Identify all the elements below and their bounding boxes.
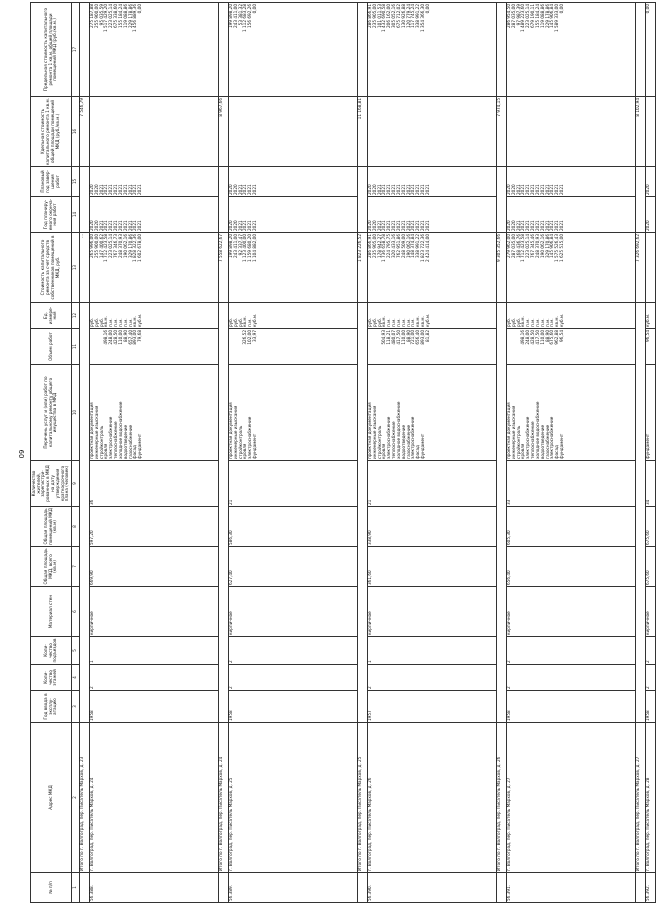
- col-number: 3: [72, 691, 80, 723]
- total-row: [358, 3, 368, 903]
- total-row: [219, 3, 229, 903]
- col-header: Плановый год завер-шения работ: [31, 167, 72, 197]
- col-number: 13: [72, 233, 80, 303]
- col-number: 17: [72, 3, 80, 97]
- limit-item: 0,00: [646, 3, 656, 97]
- floors: 2: [229, 665, 358, 691]
- wall-material: кирпичное: [646, 587, 656, 637]
- wall-material: кирпичное: [90, 587, 219, 637]
- wall-material: кирпичное: [507, 587, 636, 637]
- total-row: [636, 3, 646, 903]
- row-number: 56.392.: [646, 873, 656, 903]
- building-row: [229, 3, 358, 903]
- build-year: 1957: [368, 691, 497, 723]
- volumes-list: 326,52 102,00 33,97: [229, 329, 358, 365]
- col-header: Количество жителей, зарегистри-рованных в МКД на дату утверждения краткосрочного плана (человек): [31, 461, 72, 507]
- building-row: [368, 3, 497, 903]
- limits-list: 199 898,20 243 411,00 53 381,32 1 112 683,28 156 692,26 0,00: [229, 3, 358, 97]
- col-header: № п/п: [31, 873, 72, 903]
- end-year-item: 2020: [646, 197, 656, 233]
- unit-item: куб.м.: [646, 303, 656, 329]
- address: г. Волгоград, пер. Писатель Мархов, д. 28: [646, 723, 656, 873]
- plan-years-list: 2020 2020 2021 2021 2021 2021 2021 2021 2021 2021 2021: [90, 167, 219, 197]
- unit-cost: [90, 97, 219, 167]
- floors: 2: [368, 665, 497, 691]
- col-header: Материал стен: [31, 587, 72, 637]
- residents: 36: [90, 461, 219, 507]
- col-header: Предельная стоимость капитального ремонта 1 кв.м. общей площади помещений МКД (руб./кв.м.): [31, 3, 72, 97]
- col-number: 8: [72, 507, 80, 547]
- entrances: 2: [507, 637, 636, 665]
- residents: 33: [507, 461, 636, 507]
- total-label: Итого по г. Волгоград, пер. Писатель Мархов, д. 27: [636, 723, 646, 873]
- total-label: Итого по г. Волгоград, пер. Писатель Мархов, д. 23: [80, 723, 90, 873]
- col-header: Перечень услуг и (или) работ по капитальному ремонту общего имущества в МКД: [31, 365, 72, 461]
- col-header: Общая площадь МКД, всего (кв.м): [31, 547, 72, 587]
- entrances: 2: [229, 637, 358, 665]
- build-year: 1958: [507, 691, 636, 723]
- total-label: Итого по г. Волгоград, пер. Писатель Мархов, д. 26: [497, 723, 507, 873]
- row-number: 56.391.: [507, 873, 636, 903]
- volumes-list: 498,16 248,00 428,50 110,00 88,90 657,40 893,00 79,68: [90, 329, 219, 365]
- residents: 21: [229, 461, 358, 507]
- build-year: 1958: [229, 691, 358, 723]
- costs-list: 199 898,20 243 411,00 92 337,47 1 123 400,00 1 159 680,20 1 104 882,00: [229, 233, 358, 303]
- total-cost: 9 305 352,66: [497, 233, 507, 303]
- costs-list: 286 866,91 235 905,00 178 942,27 1 736 658,78 224 795,75 320 433,16 762 951,86 248 509,00 190 062,16 148 374,84 338 991,22 1 823 722,36 2 424 414,00: [368, 233, 497, 303]
- entrances: 1: [368, 637, 497, 665]
- residents: 34: [646, 461, 656, 507]
- col-number: 16: [72, 97, 80, 167]
- total-label: Итого по г. Волгоград, пер. Писатель Мархов, д. 24: [219, 723, 229, 873]
- works-list: проектная документация инженерные изыскания стройконтроль кровля электроснабжение теплоснабжение холодное водоснабжение водоотведение газоснабжение электроснабжение фасад фундамент: [368, 365, 497, 461]
- col-header: Стоимость капитального ремонта за счет средств собственников помещений в МКД, руб.: [31, 233, 72, 303]
- area-rooms: 586,30: [229, 507, 358, 547]
- building-row-partial: [646, 3, 656, 903]
- col-header: Объем работ: [31, 329, 72, 365]
- costs-list: 279 962,00 287 035,00 168 436,76 1 712 423,58 223 025,14 767 345,46 248 370,93 190 062,16 329 170,86 145 906,84 1 575 526,43 1 625 515,00: [507, 233, 636, 303]
- plan-years-list: 2020 2020 2021 2021 2021 2021 2021 2021 2021 2021 2021 2021: [507, 167, 636, 197]
- col-number: 1: [72, 873, 80, 903]
- limits-list: 286 866,91 235 905,00 101 011,53 1 432 690,58 206 162,00 305 052,16 675 712,02 130 926,88 120 779,24 117 745,24 338 991,22 1 354 366,30 0,00: [368, 3, 497, 97]
- address: г. Волгоград, пер. Писатель Мархов, д. 25: [229, 723, 358, 873]
- build-year: 1958: [646, 691, 656, 723]
- units-list: руб. руб. руб. кв.м. п.м. п.м. п.м. п.м. п.м. п.м. кв.м. кв.м. куб.м.: [368, 303, 497, 329]
- unit-cost: [368, 97, 497, 167]
- total-cost: 7 326 692,62: [636, 233, 646, 303]
- residents: 21: [368, 461, 497, 507]
- limits-list: 275 187,88 255 900,00 95 035,59 1 517 429,20 223 025,14 675 338,60 155 184,24 119 088,86 229 178,86 1 456 889,36 0,00: [90, 3, 219, 97]
- plan-years-list: 2020 2020 2021 2021 2021 2021 2021 2021 2021 2021 2021 2021 2021: [368, 167, 497, 197]
- header-row: [31, 3, 72, 903]
- area-total: 669,90: [90, 547, 219, 587]
- col-number: 15: [72, 167, 80, 197]
- wall-material: кирпичное: [368, 587, 497, 637]
- col-header: Коли-чество этажей: [31, 665, 72, 691]
- row-number: 56.388.: [90, 873, 219, 903]
- col-header: Общая площадь помещений МКД (кв.м): [31, 507, 72, 547]
- total-row: [80, 3, 90, 903]
- works-list: проектная документация инженерные изыскания стройконтроль кровля электроснабжение теплоснабжение холодное водоснабжение водоотведение газоснабжение электроснабжение фасад фундамент: [507, 365, 636, 461]
- col-number: 5: [72, 637, 80, 665]
- entrances: 2: [646, 637, 656, 665]
- end-years-list: 2020 2020 2021 2021 2021 2021 2021 2021 2021 2021 2021: [90, 197, 219, 233]
- wall-material: кирпичное: [229, 587, 358, 637]
- area-rooms: 675,60: [646, 507, 656, 547]
- address: г. Волгоград, пер. Писатель Мархов, д. 24: [90, 723, 219, 873]
- unit-cost: [229, 97, 358, 167]
- volumes-list: 498,16 248,00 428,50 417,50 110,00 88,90 675,60 962,88 96,54: [507, 329, 636, 365]
- plan-years-list: 2020 2020 2021 2021 2021 2021: [229, 167, 358, 197]
- col-number: 7: [72, 547, 80, 587]
- total-row: [497, 3, 507, 903]
- row-number: 56.389.: [229, 873, 358, 903]
- units-list: руб. руб. руб. кв.м. п.м. п.м. п.м. п.м. п.м. п.м. кв.м. куб.м.: [507, 303, 636, 329]
- floors: 2: [90, 665, 219, 691]
- entrances: 1: [90, 637, 219, 665]
- volume-item: 96,54: [646, 329, 656, 365]
- area-total: 361,60: [368, 547, 497, 587]
- works-list: проектная документация инженерные изыскания стройконтроль кровля электроснабжение теплоснабжение холодное водоснабжение водоотведение газоснабжение фасад фундамент: [90, 365, 219, 461]
- col-header: Год планиру-емого оконча-ния работ: [31, 197, 72, 233]
- total-unit-cost: 7 974,15: [497, 97, 507, 167]
- total-cost: 7 558 622,67: [219, 233, 229, 303]
- floors: 2: [646, 665, 656, 691]
- total-unit-cost: 7 546,79: [80, 97, 90, 167]
- col-header: Адрес МКД: [31, 723, 72, 873]
- end-years-list: 2020 2020 2021 2021 2021 2021: [229, 197, 358, 233]
- col-header: Ед. измере-ния: [31, 303, 72, 329]
- works-list: проектная документация инженерные изыскания стройконтроль кровля электроснабжение фундамент: [229, 365, 358, 461]
- col-number: 10: [72, 365, 80, 461]
- area-rooms: 605,30: [507, 507, 636, 547]
- col-header: Год ввода в эксплу-атацию: [31, 691, 72, 723]
- col-number: 6: [72, 587, 80, 637]
- address: г. Волгоград, пер. Писатель Мархов, д. 27: [507, 723, 636, 873]
- unit-cost: [507, 97, 636, 167]
- row-number: 56.390.: [368, 873, 497, 903]
- plan-year-item: 2020: [646, 167, 656, 197]
- area-rooms: 338,90: [368, 507, 497, 547]
- area-total: 675,60: [646, 547, 656, 587]
- rotated-table-sheet: [30, 3, 650, 903]
- col-number: 11: [72, 329, 80, 365]
- build-year: 1958: [90, 691, 219, 723]
- total-unit-cost: 11 168,81: [358, 97, 368, 167]
- page-number: 60: [17, 449, 25, 459]
- col-number: 14: [72, 197, 80, 233]
- total-cost: ...: [80, 233, 90, 303]
- area-rooms: 597,20: [90, 507, 219, 547]
- building-row: [507, 3, 636, 903]
- area-total: 656,40: [507, 547, 636, 587]
- units-list: руб. руб. руб. кв.м. п.м. п.м. п.м. п.м. п.м. кв.м. куб.м.: [90, 303, 219, 329]
- units-list: руб. руб. руб. кв.м. п.м. куб.м.: [229, 303, 358, 329]
- work-item: фундамент: [646, 365, 656, 461]
- address: г. Волгоград, пер. Писатель Мархов, д. 26: [368, 723, 497, 873]
- repair-plan-table: [30, 2, 656, 903]
- volumes-list: 504,93 118,21 480,07 417,50 110,00 88,90 721,00 656,40 893,00 81,82: [368, 329, 497, 365]
- building-row: [90, 3, 219, 903]
- total-unit-cost: 8 967,66: [219, 97, 229, 167]
- costs-list: 265 996,00 255 900,00 147 400,62 1 712 423,58 223 025,14 767 346,73 248 370,93 190 062,16 329 170,86 1 828 322,36 1 602 678,00: [90, 233, 219, 303]
- floors: 2: [507, 665, 636, 691]
- limits-list: 286 954,50 287 035,00 97 987,39 1 489 223,60 223 025,14 679 190,11 155 184,24 119 088,86 229 178,86 145 906,84 1 589 333,00 0,00: [507, 3, 636, 97]
- area-total: 627,40: [229, 547, 358, 587]
- col-number: 2: [72, 723, 80, 873]
- col-number: 9: [72, 461, 80, 507]
- cost-item: [646, 233, 656, 303]
- total-cost: 1 823 226,52: [358, 233, 368, 303]
- end-years-list: 2020 2020 2021 2021 2021 2021 2021 2021 2021 2021 2021 2021: [507, 197, 636, 233]
- col-header: Коли-чество подъездов: [31, 637, 72, 665]
- end-years-list: 2020 2020 2021 2021 2021 2021 2021 2021 2021 2021 2021 2021 2021: [368, 197, 497, 233]
- total-unit-cost: 8 102,94: [636, 97, 646, 167]
- total-label: Итого по г. Волгоград, пер. Писатель Мархов, д. 25: [358, 723, 368, 873]
- col-header: Удельная стоимость капитального ремонта 1 кв.м. общей площади помещений МКД (руб./кв.м.): [31, 97, 72, 167]
- col-number: 4: [72, 665, 80, 691]
- col-number: 12: [72, 303, 80, 329]
